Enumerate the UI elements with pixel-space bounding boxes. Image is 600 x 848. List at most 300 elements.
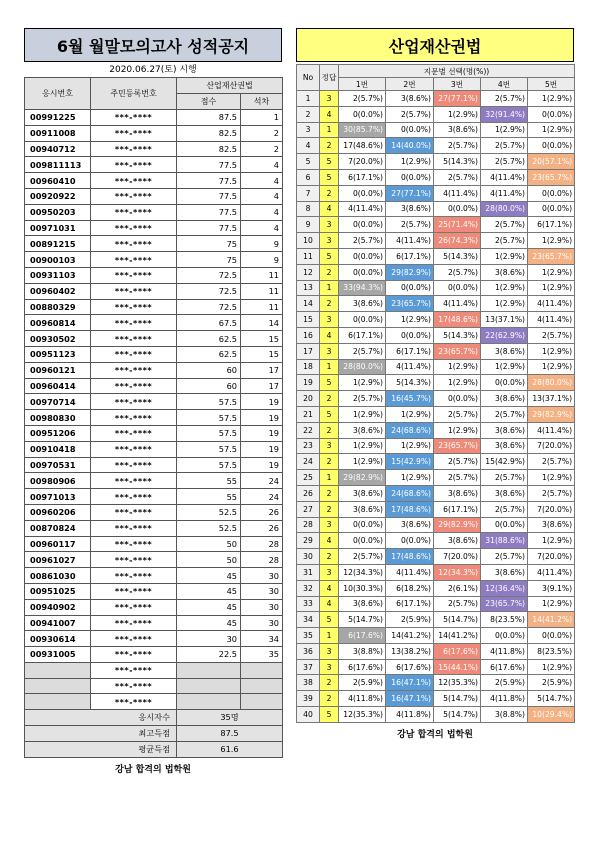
- question-number: 16: [297, 327, 320, 343]
- student-id: 00971013: [25, 489, 91, 505]
- choice-5-count: 1(2.9%): [528, 596, 575, 612]
- rrn: ***-****: [91, 141, 177, 157]
- choice-4-count: 2(5.7%): [481, 549, 528, 565]
- correct-answer: 4: [320, 580, 339, 596]
- question-number: 35: [297, 628, 320, 644]
- correct-answer: 3: [320, 438, 339, 454]
- choice-4-count: 2(5.7%): [481, 217, 528, 233]
- rank: 19: [241, 441, 283, 457]
- choice-4-count: 3(8.8%): [481, 707, 528, 723]
- rank: 26: [241, 504, 283, 520]
- question-number: 5: [297, 154, 320, 170]
- student-id: 00940902: [25, 599, 91, 615]
- choice-4-count: 0(0.0%): [481, 628, 528, 644]
- choice-4-count: 8(23.5%): [481, 612, 528, 628]
- rrn: ***-****: [91, 678, 177, 694]
- table-row: [25, 267, 283, 283]
- correct-answer: 2: [320, 501, 339, 517]
- question-row: [297, 391, 575, 407]
- student-id: [25, 678, 91, 694]
- choice-5-count: 14(41.2%): [528, 612, 575, 628]
- table-row: [25, 204, 283, 220]
- choice-5-count: 1(2.9%): [528, 91, 575, 107]
- question-number: 20: [297, 391, 320, 407]
- choice-5-count: 2(5.7%): [528, 485, 575, 501]
- student-id: 00960206: [25, 504, 91, 520]
- rank: 4: [241, 188, 283, 204]
- choice-5-count: 0(0.0%): [528, 185, 575, 201]
- student-id: 00960121: [25, 362, 91, 378]
- choice-4-count: 28(80.0%): [481, 201, 528, 217]
- choice-3-count: 5(14.7%): [434, 691, 481, 707]
- question-row: [297, 612, 575, 628]
- choice-2-count: 24(68.6%): [386, 485, 434, 501]
- choice-3-count: 1(2.9%): [434, 359, 481, 375]
- question-row: [297, 248, 575, 264]
- score: 22.5: [177, 647, 241, 663]
- question-number: 39: [297, 691, 320, 707]
- correct-answer: 1: [320, 359, 339, 375]
- choice-2-count: 14(41.2%): [386, 628, 434, 644]
- choice-5-count: 1(2.9%): [528, 359, 575, 375]
- choice-1-count: 0(0.0%): [339, 217, 386, 233]
- choice-5-count: 5(14.7%): [528, 691, 575, 707]
- choice-1-count: 1(2.9%): [339, 375, 386, 391]
- correct-answer: 2: [320, 185, 339, 201]
- choice-3-count: 4(11.4%): [434, 185, 481, 201]
- correct-answer: 3: [320, 343, 339, 359]
- student-id: 00951206: [25, 425, 91, 441]
- choice-4-count: 3(8.6%): [481, 391, 528, 407]
- choice-5-count: 0(0.0%): [528, 106, 575, 122]
- choice-4-count: 3(8.6%): [481, 438, 528, 454]
- choice-3-count: 0(0.0%): [434, 280, 481, 296]
- score: 60: [177, 362, 241, 378]
- choice-3-count: 4(11.4%): [434, 296, 481, 312]
- question-row: [297, 264, 575, 280]
- score: 62.5: [177, 346, 241, 362]
- choice-2-count: 23(65.7%): [386, 296, 434, 312]
- choice-5-count: 1(2.9%): [528, 233, 575, 249]
- choice-4-count: 32(91.4%): [481, 106, 528, 122]
- question-row: [297, 454, 575, 470]
- table-row: [25, 299, 283, 315]
- correct-answer: 3: [320, 659, 339, 675]
- score: 77.5: [177, 173, 241, 189]
- rank: 11: [241, 267, 283, 283]
- question-row: [297, 122, 575, 138]
- question-number: 10: [297, 233, 320, 249]
- choice-3-count: 7(20.0%): [434, 549, 481, 565]
- choice-2-count: 4(11.4%): [386, 564, 434, 580]
- question-number: 32: [297, 580, 320, 596]
- table-row: [25, 346, 283, 362]
- table-row: [25, 473, 283, 489]
- choice-4-count: 4(11.4%): [481, 169, 528, 185]
- score: 57.5: [177, 441, 241, 457]
- score: 62.5: [177, 331, 241, 347]
- choice-3-count: 2(5.7%): [434, 169, 481, 185]
- correct-answer: 5: [320, 154, 339, 170]
- choice-2-count: 14(40.0%): [386, 138, 434, 154]
- choice-5-count: 1(2.9%): [528, 659, 575, 675]
- choice-4-count: 3(8.6%): [481, 264, 528, 280]
- choice-3-count: 5(14.3%): [434, 154, 481, 170]
- choice-2-count: 2(5.9%): [386, 612, 434, 628]
- rank: 34: [241, 631, 283, 647]
- choice-3-count: 25(71.4%): [434, 217, 481, 233]
- student-id: 00960410: [25, 173, 91, 189]
- stats-title: 산업재산권법: [296, 28, 574, 62]
- student-id: 00931103: [25, 267, 91, 283]
- table-row: [25, 441, 283, 457]
- choice-1-count: 3(8.6%): [339, 501, 386, 517]
- choice-1-count: 2(5.7%): [339, 233, 386, 249]
- choice-5-count: 4(11.4%): [528, 422, 575, 438]
- correct-answer: 2: [320, 454, 339, 470]
- rank: 19: [241, 394, 283, 410]
- choice-1-count: 0(0.0%): [339, 533, 386, 549]
- choice-2-count: 1(2.9%): [386, 470, 434, 486]
- question-number: 2: [297, 106, 320, 122]
- rrn: ***-****: [91, 346, 177, 362]
- choice-3-count: 6(17.1%): [434, 501, 481, 517]
- choice-4-count: 1(2.9%): [481, 122, 528, 138]
- rrn: ***-****: [91, 188, 177, 204]
- header-score: 점수: [177, 94, 241, 110]
- rank: 30: [241, 568, 283, 584]
- header-choice-group: 지문별 선택(명(%)): [339, 65, 575, 78]
- question-number: 12: [297, 264, 320, 280]
- rank: 30: [241, 599, 283, 615]
- score: 75: [177, 236, 241, 252]
- choice-1-count: 0(0.0%): [339, 312, 386, 328]
- table-row: [25, 157, 283, 173]
- table-row: [25, 599, 283, 615]
- student-id: 00911008: [25, 125, 91, 141]
- choice-4-count: 3(8.6%): [481, 485, 528, 501]
- choice-2-count: 27(77.1%): [386, 185, 434, 201]
- rrn: ***-****: [91, 615, 177, 631]
- student-id: 00980830: [25, 410, 91, 426]
- rank: 4: [241, 173, 283, 189]
- choice-1-count: 33(94.3%): [339, 280, 386, 296]
- choice-2-count: 3(8.6%): [386, 91, 434, 107]
- rank: 9: [241, 236, 283, 252]
- rank: [241, 662, 283, 678]
- choice-1-count: 6(17.6%): [339, 659, 386, 675]
- choice-5-count: 8(23.5%): [528, 643, 575, 659]
- choice-5-count: 2(5.7%): [528, 327, 575, 343]
- student-id: 00941007: [25, 615, 91, 631]
- header-opt-2: 2번: [386, 78, 434, 91]
- rrn: ***-****: [91, 378, 177, 394]
- choice-1-count: 3(8.6%): [339, 422, 386, 438]
- rrn: ***-****: [91, 457, 177, 473]
- question-row: [297, 691, 575, 707]
- choice-3-count: 5(14.7%): [434, 612, 481, 628]
- correct-answer: 2: [320, 138, 339, 154]
- question-number: 23: [297, 438, 320, 454]
- right-footer: 강남 합격의 법학원: [397, 729, 473, 740]
- rrn: ***-****: [91, 283, 177, 299]
- summary-value: 61.6: [177, 741, 283, 757]
- rrn: ***-****: [91, 520, 177, 536]
- table-row: [25, 283, 283, 299]
- choice-4-count: 6(17.6%): [481, 659, 528, 675]
- choice-1-count: 30(85.7%): [339, 122, 386, 138]
- choice-5-count: 4(11.4%): [528, 312, 575, 328]
- choice-1-count: 2(5.7%): [339, 549, 386, 565]
- choice-4-count: 13(37.1%): [481, 312, 528, 328]
- correct-answer: 1: [320, 628, 339, 644]
- student-id: 00961027: [25, 552, 91, 568]
- choice-1-count: 6(17.1%): [339, 169, 386, 185]
- choice-2-count: 0(0.0%): [386, 169, 434, 185]
- choice-1-count: 5(14.7%): [339, 612, 386, 628]
- choice-4-count: 2(5.7%): [481, 470, 528, 486]
- choice-5-count: 4(11.4%): [528, 296, 575, 312]
- rank: 1: [241, 110, 283, 126]
- question-row: [297, 138, 575, 154]
- rank: 14: [241, 315, 283, 331]
- rank: 15: [241, 346, 283, 362]
- choice-5-count: 1(2.9%): [528, 264, 575, 280]
- question-number: 19: [297, 375, 320, 391]
- choice-2-count: 24(68.6%): [386, 422, 434, 438]
- choice-5-count: 6(17.1%): [528, 217, 575, 233]
- choice-1-count: 2(5.9%): [339, 675, 386, 691]
- correct-answer: 4: [320, 106, 339, 122]
- choice-5-count: 2(5.9%): [528, 675, 575, 691]
- answer-stats-panel: [296, 28, 574, 740]
- choice-3-count: 29(82.9%): [434, 517, 481, 533]
- question-number: 8: [297, 201, 320, 217]
- student-id: 00950203: [25, 204, 91, 220]
- question-row: [297, 327, 575, 343]
- rrn: ***-****: [91, 504, 177, 520]
- rrn: ***-****: [91, 362, 177, 378]
- choice-1-count: 3(8.6%): [339, 596, 386, 612]
- table-row: [25, 252, 283, 268]
- rrn: ***-****: [91, 583, 177, 599]
- table-row: [25, 583, 283, 599]
- choice-4-count: 2(5.7%): [481, 138, 528, 154]
- correct-answer: 1: [320, 280, 339, 296]
- rank: 30: [241, 583, 283, 599]
- correct-answer: 3: [320, 312, 339, 328]
- rank: 19: [241, 410, 283, 426]
- question-row: [297, 296, 575, 312]
- question-row: [297, 438, 575, 454]
- choice-5-count: 13(37.1%): [528, 391, 575, 407]
- header-no: No: [297, 65, 320, 91]
- choice-3-count: 12(35.3%): [434, 675, 481, 691]
- question-row: [297, 675, 575, 691]
- student-id: 00940712: [25, 141, 91, 157]
- rrn: ***-****: [91, 267, 177, 283]
- choice-1-count: 12(34.3%): [339, 564, 386, 580]
- question-row: [297, 422, 575, 438]
- score: 57.5: [177, 410, 241, 426]
- choice-5-count: 0(0.0%): [528, 201, 575, 217]
- choice-4-count: 1(2.9%): [481, 280, 528, 296]
- question-row: [297, 406, 575, 422]
- header-opt-1: 1번: [339, 78, 386, 91]
- correct-answer: 4: [320, 327, 339, 343]
- choice-3-count: 1(2.9%): [434, 375, 481, 391]
- question-number: 38: [297, 675, 320, 691]
- student-id: 00861030: [25, 568, 91, 584]
- score: [177, 694, 241, 710]
- rrn: ***-****: [91, 110, 177, 126]
- table-row: [25, 110, 283, 126]
- choice-4-count: 1(2.9%): [481, 248, 528, 264]
- correct-answer: 2: [320, 391, 339, 407]
- choice-5-count: 0(0.0%): [528, 138, 575, 154]
- table-row: [25, 536, 283, 552]
- question-row: [297, 501, 575, 517]
- choice-1-count: 3(8.8%): [339, 643, 386, 659]
- table-row: [25, 489, 283, 505]
- rrn: ***-****: [91, 315, 177, 331]
- header-id: 응시번호: [25, 78, 91, 110]
- table-row: [25, 694, 283, 710]
- choice-5-count: 7(20.0%): [528, 501, 575, 517]
- choice-4-count: 4(11.8%): [481, 643, 528, 659]
- score: 67.5: [177, 315, 241, 331]
- correct-answer: 5: [320, 612, 339, 628]
- rank: 2: [241, 141, 283, 157]
- rank: 11: [241, 299, 283, 315]
- choice-4-count: 22(62.9%): [481, 327, 528, 343]
- choice-2-count: 2(5.7%): [386, 217, 434, 233]
- score: 75: [177, 252, 241, 268]
- choice-4-count: 2(5.9%): [481, 675, 528, 691]
- choice-2-count: 4(11.4%): [386, 233, 434, 249]
- choice-1-count: 0(0.0%): [339, 106, 386, 122]
- score: 50: [177, 552, 241, 568]
- correct-answer: 3: [320, 233, 339, 249]
- choice-4-count: 31(88.6%): [481, 533, 528, 549]
- score: 77.5: [177, 204, 241, 220]
- exam-date: 2020.06.27(토) 시행: [109, 65, 197, 75]
- choice-3-count: 3(8.6%): [434, 485, 481, 501]
- choice-3-count: 14(41.2%): [434, 628, 481, 644]
- choice-4-count: 3(8.6%): [481, 422, 528, 438]
- choice-2-count: 1(2.9%): [386, 406, 434, 422]
- correct-answer: 5: [320, 169, 339, 185]
- question-row: [297, 517, 575, 533]
- rrn: ***-****: [91, 331, 177, 347]
- choice-1-count: 0(0.0%): [339, 517, 386, 533]
- summary-value: 87.5: [177, 726, 283, 742]
- correct-answer: 2: [320, 691, 339, 707]
- rrn: ***-****: [91, 220, 177, 236]
- choice-4-count: 3(8.6%): [481, 343, 528, 359]
- choice-1-count: 1(2.9%): [339, 438, 386, 454]
- rrn: ***-****: [91, 694, 177, 710]
- choice-5-count: 2(5.7%): [528, 454, 575, 470]
- correct-answer: 2: [320, 296, 339, 312]
- rank: 35: [241, 647, 283, 663]
- rrn: ***-****: [91, 536, 177, 552]
- choice-2-count: 6(18.2%): [386, 580, 434, 596]
- table-row: [25, 362, 283, 378]
- choice-3-count: 3(8.6%): [434, 122, 481, 138]
- choice-3-count: 26(74.3%): [434, 233, 481, 249]
- student-id: 00991225: [25, 110, 91, 126]
- rrn: ***-****: [91, 204, 177, 220]
- choice-2-count: 6(17.6%): [386, 659, 434, 675]
- table-row: [25, 394, 283, 410]
- question-row: [297, 185, 575, 201]
- student-id: 00891215: [25, 236, 91, 252]
- student-id: 00960117: [25, 536, 91, 552]
- question-row: [297, 707, 575, 723]
- summary-value: 35명: [177, 710, 283, 726]
- correct-answer: 4: [320, 596, 339, 612]
- choice-1-count: 2(5.7%): [339, 91, 386, 107]
- student-id: 00920922: [25, 188, 91, 204]
- question-number: 3: [297, 122, 320, 138]
- choice-3-count: 6(17.6%): [434, 643, 481, 659]
- score: 52.5: [177, 520, 241, 536]
- choice-4-count: 15(42.9%): [481, 454, 528, 470]
- choice-2-count: 15(42.9%): [386, 454, 434, 470]
- student-id: 00930502: [25, 331, 91, 347]
- question-row: [297, 169, 575, 185]
- choice-1-count: 3(8.6%): [339, 296, 386, 312]
- choice-2-count: 17(48.6%): [386, 549, 434, 565]
- table-row: [25, 678, 283, 694]
- choice-5-count: 3(8.6%): [528, 517, 575, 533]
- student-id: [25, 662, 91, 678]
- question-number: 26: [297, 485, 320, 501]
- score: [177, 678, 241, 694]
- choice-2-count: 0(0.0%): [386, 533, 434, 549]
- choice-5-count: 1(2.9%): [528, 280, 575, 296]
- question-number: 1: [297, 91, 320, 107]
- rrn: ***-****: [91, 489, 177, 505]
- student-id: 00960814: [25, 315, 91, 331]
- score: 52.5: [177, 504, 241, 520]
- question-number: 18: [297, 359, 320, 375]
- choice-1-count: 2(5.7%): [339, 343, 386, 359]
- question-number: 37: [297, 659, 320, 675]
- choice-1-count: 0(0.0%): [339, 248, 386, 264]
- choice-3-count: 0(0.0%): [434, 391, 481, 407]
- question-number: 6: [297, 169, 320, 185]
- choice-3-count: 12(34.3%): [434, 564, 481, 580]
- choice-2-count: 1(2.9%): [386, 154, 434, 170]
- question-row: [297, 596, 575, 612]
- correct-answer: 5: [320, 406, 339, 422]
- rrn: ***-****: [91, 568, 177, 584]
- rank: 30: [241, 615, 283, 631]
- choice-4-count: 1(2.9%): [481, 296, 528, 312]
- question-number: 9: [297, 217, 320, 233]
- student-id: 00931005: [25, 647, 91, 663]
- choice-2-count: 16(47.1%): [386, 675, 434, 691]
- choice-2-count: 6(17.1%): [386, 596, 434, 612]
- summary-row: [25, 726, 283, 742]
- choice-4-count: 4(11.4%): [481, 185, 528, 201]
- question-number: 33: [297, 596, 320, 612]
- choice-3-count: 0(0.0%): [434, 201, 481, 217]
- correct-answer: 2: [320, 422, 339, 438]
- correct-answer: 5: [320, 707, 339, 723]
